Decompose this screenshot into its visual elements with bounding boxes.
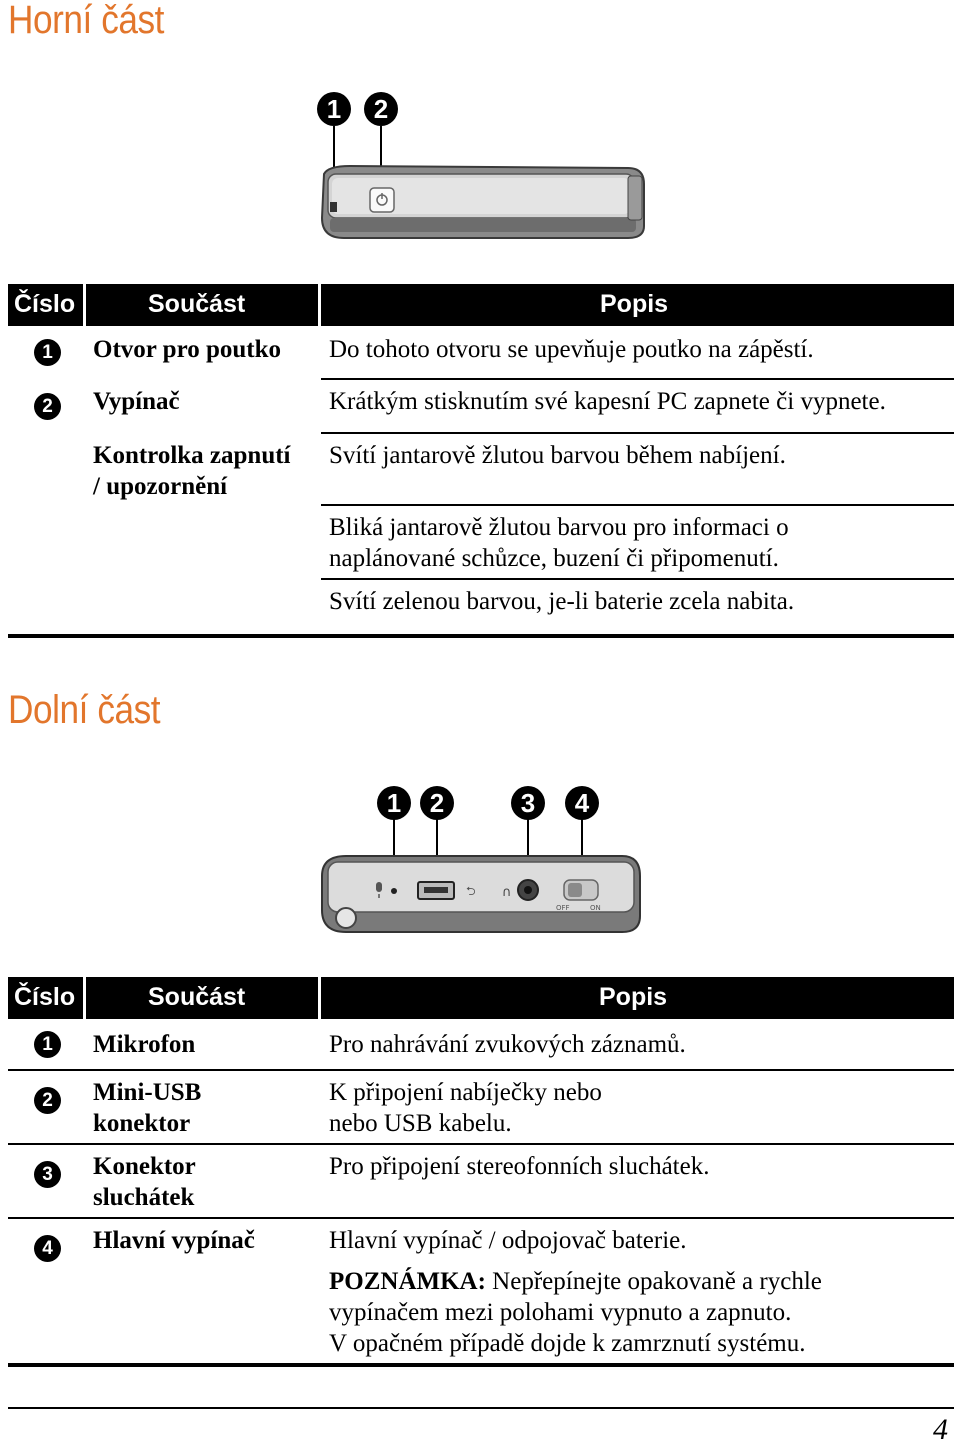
table-bottom-rule xyxy=(8,634,954,638)
section-title-top: Horní část xyxy=(8,0,165,42)
part-name: Mini-USB konektor xyxy=(93,1079,202,1137)
callout-marker-2: 2 xyxy=(364,92,398,126)
table-row xyxy=(8,1019,954,1071)
row-number-badge: 2 xyxy=(34,393,61,420)
table-row xyxy=(8,1071,954,1145)
part-description: Pro připojení stereofonních sluchátek. xyxy=(329,1153,710,1180)
device-bottom-view xyxy=(316,784,648,941)
note-label: POZNÁMKA: xyxy=(329,1268,486,1295)
table-header xyxy=(8,977,954,1019)
device-top-view xyxy=(310,88,655,253)
part-description: Svítí zelenou barvou, je-li baterie zcela nabita. xyxy=(329,588,795,615)
svg-text:∩: ∩ xyxy=(502,885,512,900)
part-name: Otvor pro poutko xyxy=(93,336,282,363)
col-desc-header: Popis xyxy=(599,983,668,1011)
table-row xyxy=(8,434,954,646)
callout-marker-1: 1 xyxy=(377,786,411,820)
part-description: Svítí jantarově žlutou barvou během nabíjení. xyxy=(329,442,786,469)
switch-off-label: OFF xyxy=(556,904,570,912)
row-number-badge: 1 xyxy=(34,1031,61,1058)
col-number-header: Číslo xyxy=(14,983,76,1011)
part-description: Bliká jantarově žlutou barvou pro informaci o naplánované schůzce, buzení či připomenutí. xyxy=(329,514,789,572)
callout-marker-3: 3 xyxy=(511,786,545,820)
callout-marker-1: 1 xyxy=(317,92,351,126)
row-number-badge: 3 xyxy=(34,1161,61,1188)
note-text: POZNÁMKA: Nepřepínejte opakovaně a rychle vypínačem mezi polohami vypnuto a zapnuto. V opačném případě dojde k zamrznutí systému. xyxy=(329,1268,822,1357)
section-title-bottom: Dolní část xyxy=(8,688,161,732)
callout-marker-2: 2 xyxy=(420,786,454,820)
device-top-illustration xyxy=(310,88,655,248)
callout-marker-4: 4 xyxy=(565,786,599,820)
table-header xyxy=(8,284,954,326)
part-name: Kontrolka zapnutí / upozornění xyxy=(93,442,291,500)
part-description: Do tohoto otvoru se upevňuje poutko na zápěstí. xyxy=(329,336,814,363)
table-row xyxy=(8,1219,954,1369)
part-name: Mikrofon xyxy=(93,1031,196,1058)
row-number-badge: 4 xyxy=(34,1235,61,1262)
table-row xyxy=(8,326,954,380)
part-description: Krátkým stisknutím své kapesní PC zapnete či vypnete. xyxy=(329,388,886,415)
table-row xyxy=(8,1145,954,1219)
svg-text:⮌: ⮌ xyxy=(466,884,476,898)
table-row xyxy=(8,380,954,434)
top-parts-table xyxy=(8,284,954,646)
part-description: Pro nahrávání zvukových záznamů. xyxy=(329,1031,686,1058)
row-divider xyxy=(321,504,954,506)
table-bottom-rule xyxy=(8,1363,954,1367)
part-description: K připojení nabíječky nebo nebo USB kabelu. xyxy=(329,1079,602,1137)
part-name: Vypínač xyxy=(93,388,180,415)
col-number-header: Číslo xyxy=(14,290,76,318)
row-number-badge: 2 xyxy=(34,1087,61,1114)
footer-rule xyxy=(8,1407,954,1409)
part-name: Hlavní vypínač xyxy=(93,1227,255,1254)
col-desc-header: Popis xyxy=(600,290,669,318)
switch-on-label: ON xyxy=(590,904,601,912)
part-description: Hlavní vypínač / odpojovač baterie. xyxy=(329,1227,687,1254)
part-name: Konektor sluchátek xyxy=(93,1153,196,1211)
col-part-header: Součást xyxy=(148,983,246,1011)
page-number: 4 xyxy=(933,1413,948,1446)
col-part-header: Součást xyxy=(148,290,246,318)
row-number-badge: 1 xyxy=(34,339,61,366)
bottom-parts-table xyxy=(8,977,954,1369)
row-divider xyxy=(321,578,954,580)
